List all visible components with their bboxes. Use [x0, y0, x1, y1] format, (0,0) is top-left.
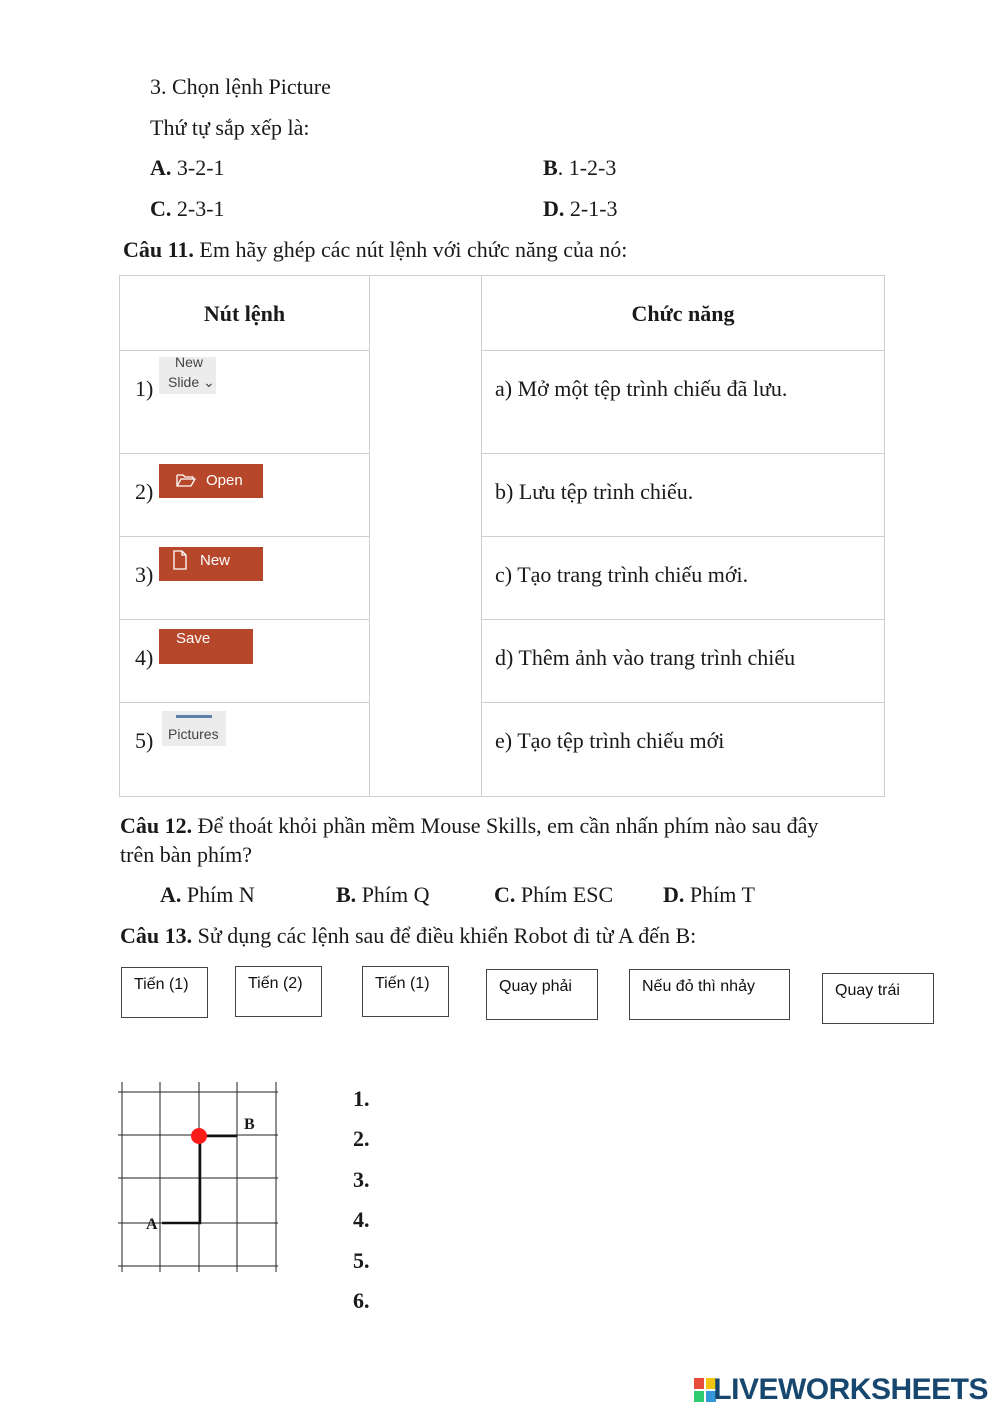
answer-number: 5. — [353, 1248, 370, 1273]
grid-label-b: B — [244, 1116, 255, 1133]
function-a: a) Mở một tệp trình chiếu đã lưu. — [495, 376, 788, 401]
command-box[interactable]: Quay phải — [486, 969, 598, 1020]
new-slide-button-image[interactable]: New Slide ⌄ — [159, 357, 216, 394]
q10-option-b[interactable]: B. 1-2-3 — [543, 155, 617, 180]
function-d: d) Thêm ảnh vào trang trình chiếu — [495, 645, 796, 670]
command-box[interactable]: Quay trái — [822, 973, 934, 1024]
red-dot — [191, 1128, 207, 1144]
table-divider — [120, 619, 369, 620]
table-divider — [120, 453, 369, 454]
command-box[interactable]: Tiến (1) — [362, 966, 449, 1017]
table-divider — [120, 350, 369, 351]
function-c: c) Tạo trang trình chiếu mới. — [495, 562, 749, 587]
q10-option-c[interactable]: C. 2-3-1 — [150, 196, 225, 221]
header-function: Chức năng — [631, 301, 735, 326]
q12-heading: Câu 12. Để thoát khỏi phần mềm Mouse Skills, em cần nhấn phím nào sau đây — [120, 813, 819, 838]
liveworksheets-brand: LIVEWORKSHEETS — [713, 1373, 988, 1406]
q12-option-a[interactable]: A. Phím N — [160, 882, 255, 907]
robot-grid — [118, 1082, 280, 1274]
function-e: e) Tạo tệp trình chiếu mới — [495, 728, 725, 753]
robot-path — [162, 1136, 237, 1223]
table-divider — [481, 536, 884, 537]
document-icon — [172, 550, 188, 570]
command-box[interactable]: Tiến (1) — [121, 967, 208, 1018]
q12-option-c[interactable]: C. Phím ESC — [494, 882, 614, 907]
q10-option-a[interactable]: A. 3-2-1 — [150, 155, 225, 180]
table-divider — [481, 350, 884, 351]
answer-number: 6. — [353, 1288, 370, 1313]
table-divider — [369, 276, 370, 796]
command-box[interactable]: Nếu đỏ thì nhảy — [629, 969, 790, 1020]
q13-heading: Câu 13. Sử dụng các lệnh sau để điều khiển Robot đi từ A đến B: — [120, 923, 697, 948]
q12-option-d[interactable]: D. Phím T — [663, 882, 755, 907]
picture-icon — [176, 711, 212, 718]
table-divider — [481, 702, 884, 703]
function-b: b) Lưu tệp trình chiếu. — [495, 479, 694, 504]
header-command: Nút lệnh — [203, 301, 286, 326]
open-button-image[interactable]: Open — [159, 464, 263, 498]
row-number: 3) — [135, 562, 154, 587]
row-number: 1) — [135, 376, 154, 401]
answer-number: 4. — [353, 1207, 370, 1232]
matching-table — [119, 275, 885, 797]
save-button-image[interactable]: Save — [159, 629, 253, 664]
answer-number: 3. — [353, 1167, 370, 1192]
table-divider — [481, 453, 884, 454]
row-number: 5) — [135, 728, 154, 753]
table-divider — [481, 619, 884, 620]
table-divider — [120, 536, 369, 537]
answer-number: 2. — [353, 1126, 370, 1151]
folder-icon — [176, 473, 196, 487]
q10-order-prompt: Thứ tự sắp xếp là: — [150, 115, 310, 140]
answer-number: 1. — [353, 1086, 370, 1111]
row-number: 4) — [135, 645, 154, 670]
q10-option-d[interactable]: D. 2-1-3 — [543, 196, 618, 221]
pictures-button-image[interactable]: Pictures — [162, 711, 226, 746]
row-number: 2) — [135, 479, 154, 504]
q12-option-b[interactable]: B. Phím Q — [336, 882, 430, 907]
new-button-image[interactable]: New — [159, 547, 263, 581]
table-divider — [120, 702, 369, 703]
q11-heading: Câu 11. Em hãy ghép các nút lệnh với chức năng của nó: — [123, 237, 628, 262]
q10-step3: 3. Chọn lệnh Picture — [150, 74, 331, 99]
command-box[interactable]: Tiến (2) — [235, 966, 322, 1017]
grid-label-a: A — [146, 1216, 158, 1233]
q12-heading-line2: trên bàn phím? — [120, 842, 252, 867]
